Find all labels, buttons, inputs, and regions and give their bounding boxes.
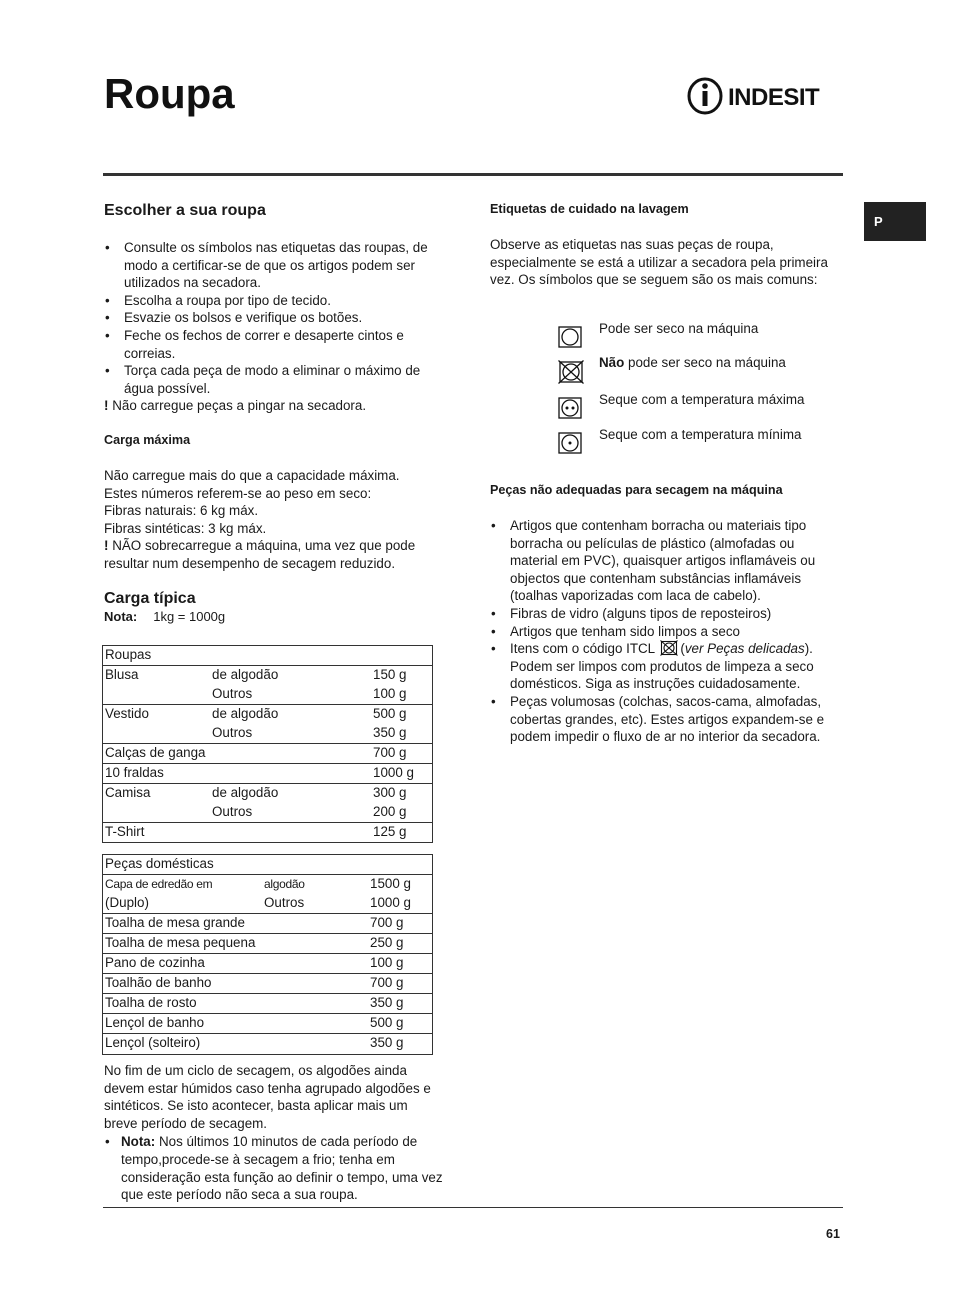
care-labels-section [490,201,835,289]
care-labels-heading: Etiquetas de cuidado na lavagem [490,202,689,216]
tumble-dry-icon [558,326,582,348]
max-load-line: Fibras naturais: 6 kg máx. [104,503,259,519]
table-row [103,685,433,705]
symbol-label-text: Seque com a temperatura mínima [599,427,802,442]
table-cell: 700 g [368,974,433,994]
table-cell: 250 g [368,934,433,954]
table-cell [103,685,211,705]
table-row [103,666,433,686]
brand-text: INDESIT [728,84,820,111]
itcl-text-post: ). Podem ser limpos com produtos de limpeza a seco domésticos. Siga as instruções cuidadosamente. [510,641,814,692]
table-cell: 125 g [371,823,433,843]
table-cell: Outros [212,804,253,819]
table-cell: Roupas [103,646,433,666]
list-item: • Esvazie os bolsos e verifique os botões. [104,309,444,327]
table-cell: Calças de ganga [103,744,372,764]
symbol-row [556,392,846,427]
language-tab-letter: P [874,214,883,229]
symbol-label [599,354,786,372]
table-cell: 500 g [371,705,433,725]
table-cell: 150 g [371,666,433,686]
itcl-open-paren: ( [680,641,685,657]
list-item: • Feche os fechos de correr e desaperte cintos e correias. [104,327,444,362]
table-cell: 1500 g [368,875,433,895]
max-load-warning-text: NÃO sobrecarregue a máquina, uma vez que pode resultar num desempenho de secagem reduzido. [104,538,416,571]
header-rule [103,173,843,176]
table-row [103,994,433,1014]
max-load-line: Fibras sintéticas: 3 kg máx. [104,520,267,536]
list-item: • Peças volumosas (colchas, sacos-cama, almofadas, cobertas grandes, etc). Estes artigos expandem-se e podem impedir o fluxo de ar no interior da secadora. [490,693,838,746]
table-row [103,705,433,725]
warning-mark: ! [104,538,109,554]
table-row [103,934,433,954]
dry-high-temp-icon [558,397,582,419]
choose-warning-text: Não carregue peças a pingar na secadora. [112,398,367,414]
table-row [103,646,433,666]
choose-heading: Escolher a sua roupa [104,202,266,219]
end-paragraph: No fim de um ciclo de secagem, os algodões ainda devem estar húmidos caso tenha agrupado algodões e sintéticos. Se isto acontecer, basta aplicar mais um breve período de secagem. [104,1063,431,1131]
table-cell: Lençol (solteiro) [103,1034,369,1055]
symbol-row [556,355,846,390]
table-cell: 100 g [373,686,407,701]
table-cell: Outros [212,725,253,740]
symbol-label [599,320,758,338]
table-cell: algodão [262,875,368,895]
language-tab [864,202,926,241]
typical-load-section [104,589,444,626]
table-cell: 350 g [373,725,407,740]
do-not-tumble-dry-icon [558,360,584,384]
list-item: • Fibras de vidro (alguns tipos de reposteiros) [490,605,838,623]
itcl-reference: ver Peças delicadas [684,641,805,657]
itcl-do-not-tumble-dry-icon [660,640,678,656]
choose-list [104,239,444,397]
max-load-section [104,432,444,573]
choose-section [104,201,444,415]
end-note-text: Nos últimos 10 minutos de cada período de tempo,procede-se à secagem a frio; tenha em consideração esta função ao definir o tempo, uma vez que este período não seca a sua roupa. [121,1134,443,1203]
symbol-label [599,426,801,444]
footer-rule [103,1207,843,1208]
table-cell: Peças domésticas [103,855,433,875]
choose-warning [104,397,444,415]
table-cell: 500 g [368,1014,433,1034]
table-cell: 10 fraldas [103,764,372,784]
table-row [103,974,433,994]
table-cell: 350 g [368,1034,433,1055]
table-cell: 200 g [373,804,407,819]
symbol-label-text: Pode ser seco na máquina [599,321,759,336]
unsuitable-list [490,517,838,746]
max-load-warning [104,537,444,572]
table-row [103,954,433,974]
table-cell: Outros [264,895,305,910]
symbol-label-text: Seque com a temperatura máxima [599,392,805,407]
typical-load-heading: Carga típica [104,590,196,607]
end-note-list [104,1133,444,1203]
table-cell: Lençol de banho [103,1014,369,1034]
table-cell: Vestido [103,705,211,725]
symbol-label [599,391,804,409]
note-label: Nota: [104,609,138,624]
table-cell: (Duplo) [105,895,149,910]
unsuitable-section [490,482,838,746]
table-cell: de algodão [210,666,371,686]
table-row [103,744,433,764]
table-row [103,855,433,875]
table-cell: de algodão [210,784,371,804]
household-table [102,854,433,1055]
list-item: • Consulte os símbolos nas etiquetas das roupas, de modo a certificar-se de que os artigos podem ser utilizados na secadora. [104,239,444,292]
unsuitable-heading: Peças não adequadas para secagem na máquina [490,483,783,497]
list-item: • Artigos que tenham sido limpos a seco [490,623,838,641]
list-item: • Escolha a roupa por tipo de tecido. [104,292,444,310]
table-cell: 700 g [368,914,433,934]
table-cell: 350 g [368,994,433,1014]
table-cell: T-Shirt [103,823,372,843]
table-cell: de algodão [210,705,371,725]
page-title: Roupa [104,70,235,117]
table-row [103,803,433,823]
table-cell: Toalha de mesa pequena [103,934,369,954]
table-row [103,1034,433,1055]
table-cell: Toalha de mesa grande [103,914,369,934]
table-cell: Blusa [103,666,211,686]
dry-low-temp-icon [558,432,582,454]
table-cell: Toalha de rosto [103,994,369,1014]
end-note-label: Nota: [121,1134,156,1150]
clothes-table [102,645,433,843]
table-row [103,1014,433,1034]
itcl-text-pre: Itens com o código ITCL [510,641,655,657]
note-value: 1kg = 1000g [153,609,226,624]
table-row [103,894,433,914]
indesit-logo [686,76,846,116]
table-row [103,784,433,804]
table-cell: Outros [212,686,253,701]
end-section [104,1062,444,1204]
list-item [104,1133,444,1203]
page-number: 61 [826,1227,840,1241]
table-cell: Camisa [103,784,211,804]
table-row [103,724,433,744]
table-cell: Capa de edredão em [103,875,263,895]
list-item: • Torça cada peça de modo a eliminar o máximo de água possível. [104,362,444,397]
max-load-line: Não carregue mais do que a capacidade máxima. [104,468,400,483]
max-load-line: Estes números referem-se ao peso em seco: [104,485,372,501]
warning-mark: ! [104,398,109,414]
symbol-label-bold: Não [599,355,625,370]
care-labels-intro: Observe as etiquetas nas suas peças de roupa, especialmente se está a utilizar a secadora pela primeira vez. Os símbolos que se seguem são os mais comuns: [490,237,828,288]
table-cell [103,724,211,744]
table-cell: 700 g [371,744,433,764]
list-item: • Artigos que contenham borracha ou materiais tipo borracha ou películas de plástico (almofadas ou material em PVC), quaisquer artigos inflamáveis ou objectos que contenham substâncias inflamáveis (toalhas vaporizadas com laca de cabelo). [490,517,838,605]
table-row [103,823,433,843]
symbol-row [556,321,846,356]
list-item [490,640,838,693]
table-cell: 100 g [368,954,433,974]
table-row [103,914,433,934]
table-cell: 300 g [371,784,433,804]
table-cell: 1000 g [371,764,433,784]
table-row [103,764,433,784]
table-row [103,875,433,895]
max-load-heading: Carga máxima [104,433,191,447]
table-cell [103,803,211,823]
note-line [104,608,444,626]
symbol-row [556,427,846,462]
table-cell: 1000 g [370,895,411,910]
symbol-label-text: pode ser seco na máquina [624,355,786,370]
table-cell: Toalhão de banho [103,974,369,994]
table-cell: Pano de cozinha [103,954,369,974]
